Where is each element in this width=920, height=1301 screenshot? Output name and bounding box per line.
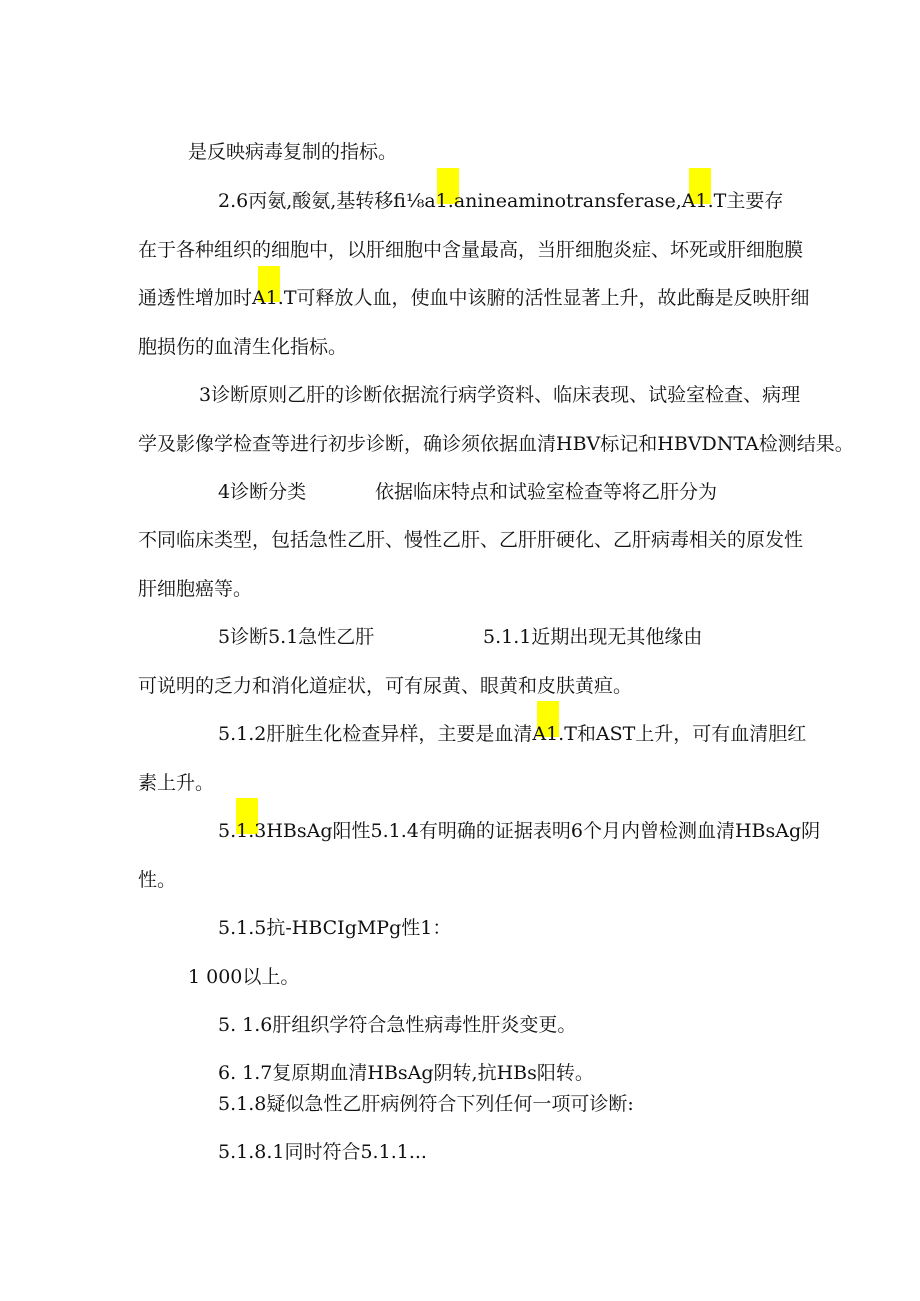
text-line: 5.1.2肝脏生化检查异样，主要是血清A1.T和AST上升，可有血清胆红 bbox=[218, 723, 807, 745]
text-line: 3诊断原则乙肝的诊断依据流行病学资料、临床表现、试验室检查、病理 bbox=[199, 384, 801, 406]
text-line: 5诊断5.1急性乙肝 bbox=[218, 626, 375, 648]
text-line: 胞损伤的血清生化指标。 bbox=[138, 336, 348, 358]
text-line: 素上升。 bbox=[138, 772, 215, 794]
text-line: 依据临床特点和试验室检查等将乙肝分为 bbox=[375, 481, 718, 503]
text-line: 在于各种组织的细胞中，以肝细胞中含量最高，当肝细胞炎症、坏死或肝细胞膜 bbox=[138, 239, 804, 261]
text-line: 可说明的乏力和消化道症状，可有尿黄、眼黄和皮肤黄疸。 bbox=[138, 675, 633, 697]
text-line: 5.1.8疑似急性乙肝病例符合下列任何一项可诊断: bbox=[218, 1093, 634, 1115]
text-line: 是反映病毒复制的指标。 bbox=[188, 141, 398, 163]
text-line: 5.1.3HBsAg阳性5.1.4有明确的证据表明6个月内曾检测血清HBsAg阴 bbox=[218, 820, 821, 842]
text-line: 5.1.8.1同时符合5.1.1... bbox=[218, 1141, 427, 1163]
text-line: 肝细胞癌等。 bbox=[138, 578, 253, 600]
text-line: 性。 bbox=[138, 869, 177, 891]
text-line: 1 000以上。 bbox=[188, 966, 300, 988]
text-line: 2.6丙氨,酸氨,基转移fi⅛a1.anineaminotransferase,A1.T主要存 bbox=[218, 190, 784, 212]
text-line: 学及影像学检查等进行初步诊断，确诊须依据血清HBV标记和HBVDNTA检测结果。 bbox=[138, 433, 854, 455]
text-line: 不同临床类型，包括急性乙肝、慢性乙肝、乙肝肝硬化、乙肝病毒相关的原发性 bbox=[138, 529, 804, 551]
text-line: 通透性增加时A1.T可释放人血，使血中该腑的活性显著上升，故此酶是反映肝细 bbox=[138, 287, 810, 309]
text-line: 5. 1.6肝组织学符合急性病毒性肝炎变更。 bbox=[218, 1014, 577, 1036]
text-line: 4诊断分类 bbox=[218, 481, 307, 503]
text-line: 5.1.5抗-HBCIgMPg性1： bbox=[218, 917, 452, 939]
text-line: 6. 1.7复原期血清HBsAg阴转,抗HBs阳转。 bbox=[218, 1062, 594, 1084]
text-line: 5.1.1近期出现无其他缘由 bbox=[483, 626, 703, 648]
